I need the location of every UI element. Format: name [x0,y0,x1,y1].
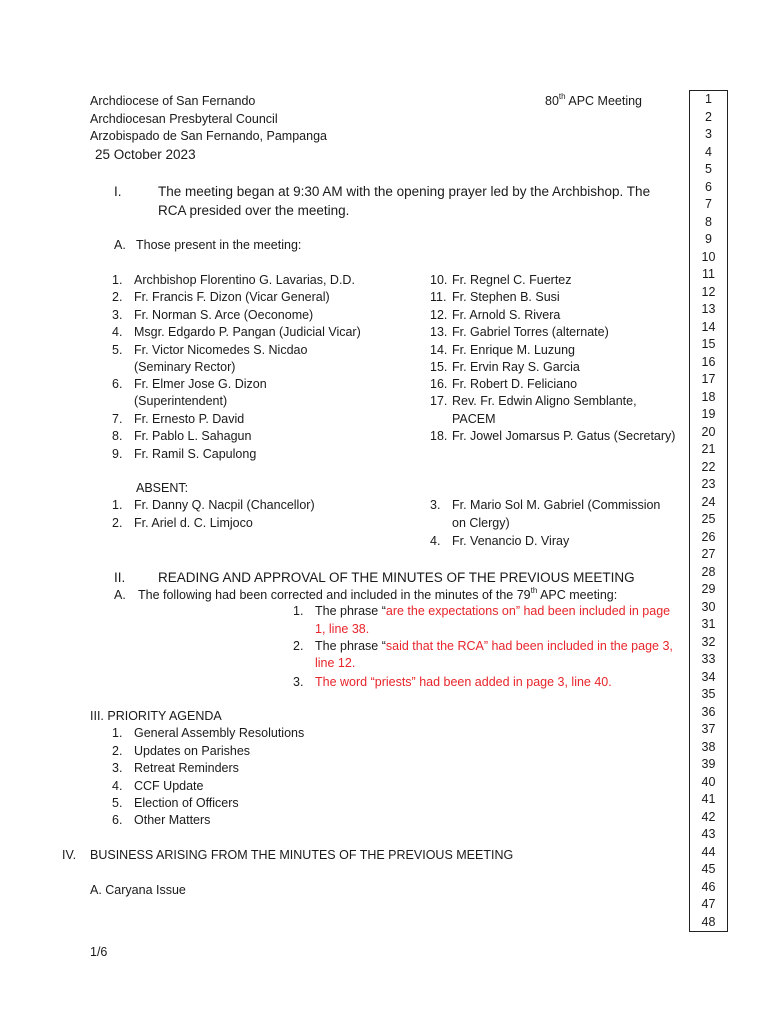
agenda-item: 2. Updates on Parishes [112,744,251,758]
list-item-continuation: on Clergy) [452,516,510,530]
section-numeral: II. [114,570,126,585]
line-number: 38 [701,739,716,754]
line-number: 47 [701,897,716,911]
line-number: 21 [701,442,716,456]
list-item: 13. Fr. Gabriel Torres (alternate) [430,325,609,339]
correction-item-continuation: line 12. [315,656,356,670]
line-number: 12 [701,284,716,299]
line-number: 39 [701,757,716,771]
sub-letter: A. [114,588,126,602]
line-number: 40 [701,774,716,789]
line-number: 9 [705,232,712,246]
list-item: 3. Fr. Mario Sol M. Gabriel (Commission [430,498,661,512]
agenda-item: 3. Retreat Reminders [112,761,239,775]
agenda-item: 5. Election of Officers [112,796,239,810]
meeting-title: 80th APC Meeting [545,91,643,108]
line-number: 29 [701,582,716,596]
line-number: 26 [701,529,716,544]
absent-heading: ABSENT: [136,481,189,495]
list-item: 5. Fr. Victor Nicomedes S. Nicdao [112,343,308,357]
list-item: 15. Fr. Ervin Ray S. Garcia [430,360,580,374]
line-number: 11 [702,267,715,281]
list-item-continuation: (Superintendent) [134,394,228,408]
line-number: 31 [701,617,716,631]
list-item: 2. Fr. Ariel d. C. Limjoco [112,516,253,530]
line-number: 13 [701,302,716,316]
list-item: 9. Fr. Ramil S. Capulong [112,447,257,461]
line-number: 3 [705,127,712,141]
line-number: 41 [701,792,716,806]
list-item: 4. Msgr. Edgardo P. Pangan (Judicial Vicar) [112,325,361,339]
correction-item: 1. The phrase “are the expectations on” had been included in page [293,604,671,618]
agenda-item: 6. Other Matters [112,813,211,827]
list-item: 2. Fr. Francis F. Dizon (Vicar General) [112,290,330,304]
line-number: 28 [701,564,716,579]
attendees-heading: Those present in the meeting: [136,238,302,252]
sub-letter: A. [114,238,126,252]
line-number: 19 [701,407,716,421]
agenda-item: 4. CCF Update [112,779,204,793]
correction-item: 2. The phrase “said that the RCA” had been included in the page 3, [293,639,673,653]
list-item: 1. Archbishop Florentino G. Lavarias, D.D. [112,273,355,287]
line-number: 6 [705,179,712,194]
list-item: 18. Fr. Jowel Jomarsus P. Gatus (Secretary) [430,429,676,443]
line-number: 46 [701,879,716,894]
line-number: 15 [701,337,716,351]
list-item: 6. Fr. Elmer Jose G. Dizon [112,377,267,391]
line-number: 44 [701,844,716,859]
opening-text-line: RCA presided over the meeting. [158,203,350,218]
list-item: 10. Fr. Regnel C. Fuertez [430,273,572,287]
line-number: 20 [701,424,716,439]
org-name: Archdiocese of San Fernando [90,94,256,108]
line-number: 14 [701,319,716,334]
line-number: 8 [705,214,712,229]
line-number: 33 [701,652,716,666]
list-item: 11. Fr. Stephen B. Susi [430,290,560,304]
agenda-item: 1. General Assembly Resolutions [112,726,305,740]
line-number: 17 [701,372,716,386]
line-number: 48 [701,914,716,929]
line-number: 18 [701,389,716,404]
list-item: 8. Fr. Pablo L. Sahagun [112,429,252,443]
line-number: 16 [701,354,716,369]
section-numeral: I. [114,184,122,199]
page-number: 1/6 [90,945,108,959]
line-number: 42 [701,809,716,824]
line-number: 25 [701,512,716,526]
section-numeral: IV. [62,848,77,862]
line-number: 27 [701,547,716,561]
line-number: 10 [701,249,716,264]
org-location: Arzobispado de San Fernando, Pampanga [90,129,327,143]
line-number: 35 [701,687,716,701]
list-item-continuation: (Seminary Rector) [134,360,236,374]
list-item: 4. Fr. Venancio D. Viray [430,534,570,548]
meeting-date: 25 October 2023 [95,147,196,162]
line-number: 34 [701,669,716,684]
list-item: 17. Rev. Fr. Edwin Aligno Semblante, [430,394,637,408]
line-number: 7 [705,197,712,211]
line-number: 43 [701,827,716,841]
correction-item-continuation: 1, line 38. [315,622,370,636]
section-title: III. PRIORITY AGENDA [90,709,222,723]
opening-text-line: The meeting began at 9:30 AM with the opening prayer led by the Archbishop. The [158,184,651,199]
line-number-column [689,90,728,932]
line-number: 4 [705,144,712,159]
list-item: 16. Fr. Robert D. Feliciano [430,377,578,391]
corrections-intro: The following had been corrected and included in the minutes of the 79th APC meeting: [138,585,618,602]
list-item-continuation: PACEM [452,412,496,426]
section-title: BUSINESS ARISING FROM THE MINUTES OF THE PREVIOUS MEETING [90,848,514,862]
list-item: 7. Fr. Ernesto P. David [112,412,245,426]
list-item: 1. Fr. Danny Q. Nacpil (Chancellor) [112,498,315,512]
line-number: 30 [701,599,716,614]
line-number: 1 [705,92,712,106]
line-number: 2 [705,109,712,124]
sub-heading: A. Caryana Issue [90,883,186,897]
line-number: 5 [705,162,712,176]
line-number: 24 [701,494,716,509]
list-item: 3. Fr. Norman S. Arce (Oeconome) [112,308,314,322]
line-number: 37 [701,722,716,736]
council-name: Archdiocesan Presbyteral Council [90,112,278,126]
line-number: 36 [701,704,716,719]
line-number: 32 [701,634,716,649]
list-item: 14. Fr. Enrique M. Luzung [430,343,575,357]
correction-item: 3. The word “priests” had been added in page 3, line 40. [293,675,612,689]
list-item: 12. Fr. Arnold S. Rivera [430,308,561,322]
line-number: 45 [701,862,716,876]
line-number: 22 [701,459,716,474]
line-number: 23 [701,477,716,491]
section-title: READING AND APPROVAL OF THE MINUTES OF THE PREVIOUS MEETING [158,570,635,585]
